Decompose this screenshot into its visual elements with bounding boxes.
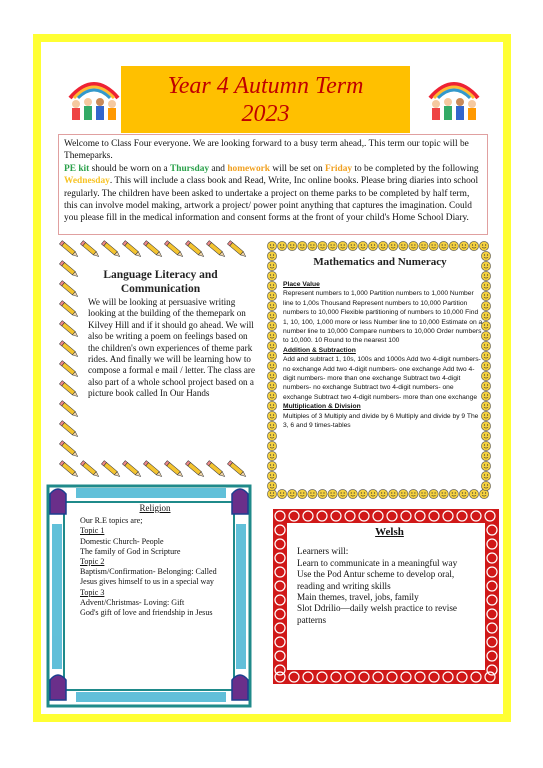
smiley-icon	[278, 489, 287, 498]
smiley-icon	[399, 241, 408, 250]
smiley-icon	[267, 431, 276, 440]
title-line-2: 2023	[241, 100, 290, 127]
pencil-icon	[59, 261, 79, 279]
smiley-icon	[389, 241, 398, 250]
smiley-icon	[348, 489, 357, 498]
smiley-icon	[481, 471, 490, 480]
smiley-icon	[288, 489, 297, 498]
smiley-icon	[481, 261, 490, 270]
welsh-line-4: Slot Ddrilio—daily welsh practice to revise patterns	[297, 603, 457, 625]
smiley-icon	[338, 241, 347, 250]
addsub-text: Add and subtract 1, 10s, 100s and 1000s Add two 4-digit numbers- no exchange Add two 4-digit numbers- one exchange Add two 4-digit numbers- more than one exchange Subtract two 4-digit numbers- no exchange Subtract two 4-digit numbers- one exchange Subtract two 4-digit numbers- more than one exchange	[283, 356, 481, 401]
smiley-icon	[267, 361, 276, 370]
smiley-icon	[368, 241, 377, 250]
smiley-icon	[267, 451, 276, 460]
smiley-icon	[469, 241, 478, 250]
welsh-line-3: Main themes, travel, jobs, family	[297, 592, 419, 603]
smiley-icon	[298, 489, 307, 498]
wednesday-text: Wednesday	[64, 176, 110, 187]
pencil-icon	[59, 401, 79, 419]
pencil-icon	[206, 241, 226, 259]
muldiv-heading: Multiplication & Division	[283, 403, 361, 411]
thursday-text: Thursday	[169, 163, 210, 174]
smiley-icon	[267, 331, 276, 340]
pencil-icon	[59, 441, 79, 459]
intro-text-6: . This will include a class book and Read, Write, Inc online books. Please bring diaries into school regularly. The children have been asked to undertake a project on theme parks to be completed by half term, this can involve model making, artwork a project/ power point anything that captures the imagination. Could you please fill in the medical information and consent forms at the front of your child's Home School Diary.	[64, 176, 479, 224]
smiley-icon	[308, 241, 317, 250]
smiley-icon	[267, 271, 276, 280]
welsh-line-2: Use the Pod Antur scheme to develop oral, reading and writing skills	[297, 569, 455, 591]
smiley-icon	[459, 241, 468, 250]
smiley-icon	[267, 351, 276, 360]
topic-2-heading: Topic 2	[80, 557, 105, 567]
smiley-icon	[267, 311, 276, 320]
smiley-icon	[379, 489, 388, 498]
smiley-icon	[267, 281, 276, 290]
smiley-icon	[267, 441, 276, 450]
smiley-icon	[481, 441, 490, 450]
welsh-line-1: Learn to communicate in a meaningful way	[297, 557, 458, 568]
smiley-icon	[480, 241, 489, 250]
smiley-icon	[409, 241, 418, 250]
title-banner	[121, 66, 410, 133]
smiley-icon	[267, 421, 276, 430]
language-body: We will be looking at persuasive writing looking at the building of the themepark on Kilvey Hill and if it should go ahead. We will also be writing a poem on feelings based on the children's own experiences of theme park rides. And finally we will be learning how to compose a formal e mail / letter. The class are also part of a whole school project based on a picture book called In Our Hands	[88, 297, 255, 399]
smiley-icon	[409, 489, 418, 498]
topic-2-a: Baptism/Confirmation- Belonging: Called	[80, 567, 217, 577]
smiley-icon	[298, 241, 307, 250]
language-title: Language Literacy and Communication	[103, 269, 218, 295]
smiley-icon	[267, 461, 276, 470]
pencil-icon	[59, 321, 79, 339]
pencil-icon	[101, 241, 121, 259]
intro-text-2: should be worn on a	[89, 163, 170, 174]
pencil-icon	[59, 461, 79, 479]
smiley-icon	[328, 241, 337, 250]
place-value-heading: Place Value	[283, 281, 320, 288]
muldiv-text: Multiples of 3 Multiply and divide by 6 Multiply and divide by 9 The 3, 6 and 9 times-tables	[283, 412, 479, 430]
smiley-icon	[449, 489, 458, 498]
intro-paragraph	[58, 134, 488, 235]
smiley-icon	[278, 241, 287, 250]
smiley-icon	[267, 411, 276, 420]
smiley-icon	[469, 489, 478, 498]
welsh-content	[297, 527, 482, 626]
pencil-icon	[59, 341, 79, 359]
smiley-icon	[348, 241, 357, 250]
pencil-icon	[227, 241, 247, 259]
smiley-icon	[267, 321, 276, 330]
smiley-icon	[399, 489, 408, 498]
pencil-icon	[143, 461, 163, 479]
smiley-icon	[481, 251, 490, 260]
welsh-intro: Learners will:	[297, 546, 349, 557]
smiley-icon	[267, 261, 276, 270]
pencil-icon	[122, 461, 142, 479]
pencil-icon	[164, 461, 184, 479]
welsh-title: Welsh	[375, 526, 404, 538]
smiley-icon	[480, 489, 489, 498]
addsub-heading: Addition & Subtraction	[283, 346, 356, 354]
school-children-logo-right	[424, 68, 484, 124]
religion-intro: Our R.E topics are;	[80, 516, 143, 526]
smiley-icon	[267, 341, 276, 350]
pencil-icon	[185, 241, 205, 259]
smiley-icon	[288, 241, 297, 250]
smiley-icon	[267, 251, 276, 260]
smiley-icon	[481, 431, 490, 440]
topic-2-b: Jesus gives himself to us in a special way	[80, 577, 214, 587]
title-line-1: Year 4 Autumn Term	[167, 72, 364, 99]
pencil-icon	[143, 241, 163, 259]
pencil-icon	[59, 381, 79, 399]
intro-text-4: will be set on	[270, 163, 325, 174]
homework-text: homework	[227, 163, 271, 174]
smiley-icon	[481, 481, 490, 490]
smiley-icon	[439, 489, 448, 498]
smiley-icon	[358, 241, 367, 250]
pencil-icon	[227, 461, 247, 479]
pencil-icon	[101, 461, 121, 479]
smiley-icon	[419, 489, 428, 498]
smiley-icon	[338, 489, 347, 498]
smiley-icon	[308, 489, 317, 498]
intro-text-3: and	[209, 163, 228, 174]
pencil-icon	[206, 461, 226, 479]
pencil-icon	[59, 281, 79, 299]
topic-3-a: Advent/Christmas- Loving: Gift	[80, 597, 185, 607]
topic-1-a: Domestic Church- People	[80, 536, 164, 546]
maths-body	[283, 280, 483, 431]
smiley-icon	[267, 381, 276, 390]
pencil-icon	[122, 241, 142, 259]
pencil-icon	[59, 301, 79, 319]
smiley-icon	[481, 451, 490, 460]
intro-text-1: Welcome to Class Four everyone. We are looking forward to a busy term ahead,. This term our topic will be Themeparks.	[64, 139, 469, 162]
smiley-icon	[481, 461, 490, 470]
topic-3-heading: Topic 3	[80, 587, 105, 597]
smiley-icon	[267, 371, 276, 380]
maths-title: Mathematics and Numeracy	[313, 256, 447, 268]
place-value-text: Represent numbers to 1,000 Partition numbers to 1,000 Number line to 1,00s Thousand Represent numbers to 10,000 Partition numbers to 10,000 Flexible partitioning of numbers to 10,000 Find 1, 10, 100, 1,000 more or less Number line to 10,000 Estimate on a number line to 10,000 Compare numbers to 10,000 Order numbers to 10,000. 10 Round to the nearest 100	[283, 290, 483, 345]
pencil-icon	[59, 421, 79, 439]
smiley-icon	[419, 241, 428, 250]
religion-title: Religion	[139, 503, 171, 513]
pencil-icon	[185, 461, 205, 479]
smiley-icon	[267, 301, 276, 310]
pencil-icon	[80, 461, 100, 479]
smiley-icon	[267, 401, 276, 410]
smiley-icon	[267, 291, 276, 300]
smiley-icon	[459, 489, 468, 498]
smiley-icon	[439, 241, 448, 250]
pencil-icon	[59, 361, 79, 379]
pencil-icon	[80, 241, 100, 259]
smiley-icon	[368, 489, 377, 498]
smiley-icon	[379, 241, 388, 250]
pe-kit-text: PE kit	[64, 163, 90, 174]
topic-3-b: God's gift of love and friendship in Jesus	[80, 608, 213, 618]
smiley-icon	[429, 241, 438, 250]
smiley-icon	[328, 489, 337, 498]
smiley-icon	[449, 241, 458, 250]
smiley-icon	[267, 481, 276, 490]
smiley-icon	[267, 471, 276, 480]
smiley-icon	[318, 241, 327, 250]
smiley-icon	[267, 391, 276, 400]
smiley-icon	[358, 489, 367, 498]
pencil-icon	[164, 241, 184, 259]
pencil-icon	[59, 241, 79, 259]
smiley-icon	[267, 241, 276, 250]
intro-text-5: to be completed by the following	[352, 163, 479, 174]
topic-1-b: The family of God in Scripture	[80, 546, 181, 556]
school-children-logo-left	[64, 68, 124, 124]
smiley-icon	[389, 489, 398, 498]
friday-text: Friday	[324, 163, 353, 174]
religion-content	[80, 503, 230, 618]
topic-1-heading: Topic 1	[80, 526, 105, 536]
smiley-icon	[429, 489, 438, 498]
smiley-icon	[318, 489, 327, 498]
